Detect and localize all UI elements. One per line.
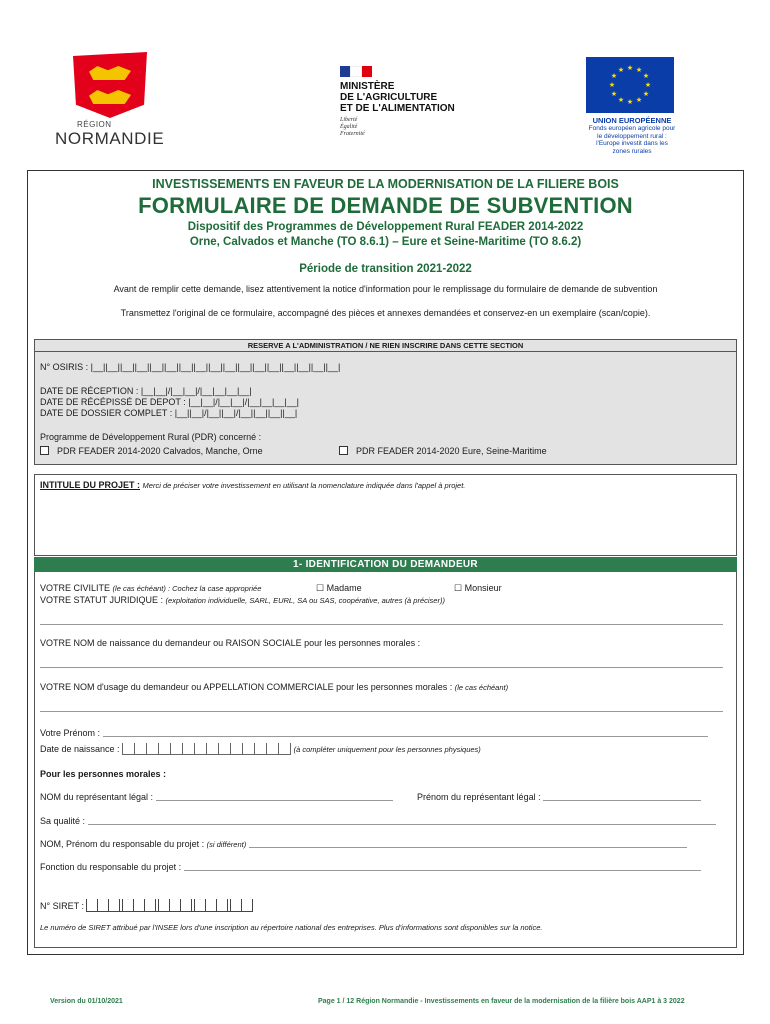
fonction-input-line[interactable]	[184, 870, 701, 871]
osiris-number: N° OSIRIS : |__||__||__||__||__||__||__||__||__||__||__||__||__||__||__||__||__|	[40, 362, 341, 372]
transition-period: Période de transition 2021-2022	[299, 263, 472, 275]
footer-page-info: Page 1 / 12 Région Normandie - Investissements en faveur de la modernisation de la filière bois AAP1 à 3 2022	[318, 998, 685, 1005]
reception-date: DATE DE RÉCEPTION : |__|__|/|__|__|/|__|__|__|__|	[40, 386, 252, 396]
naissance-row: Date de naissance : (à compléter uniquement pour les personnes physiques)	[40, 744, 481, 754]
republic-motto: Liberté Égalité Fraternité	[340, 117, 365, 137]
svg-text:★: ★	[626, 64, 634, 72]
dossier-complet-date: DATE DE DOSSIER COMPLET : |__||__|/|__||__|/|__||__||__||__|	[40, 408, 298, 418]
footer-version: Version du 01/10/2021	[50, 998, 123, 1005]
project-title-label: INTITULE DU PROJET : Merci de préciser votre investissement en utilisant la nomenclature indiquée dans l'appel à projet.	[40, 480, 466, 490]
statut-row: VOTRE STATUT JURIDIQUE : (exploitation individuelle, SARL, EURL, SA ou SAS, coopérative, autres (à préciser))	[40, 595, 445, 605]
svg-text:★: ★	[626, 98, 634, 106]
statut-input-line[interactable]	[40, 624, 723, 625]
rep-nom-input-line[interactable]	[156, 800, 393, 801]
civilite-row: VOTRE CIVILITE (le cas échéant) : Cochez la case appropriée	[40, 583, 262, 593]
siret-note: Le numéro de SIRET attribué par l'INSEE lors d'une inscription au répertoire national des entreprises. Plus d'informations sont disponibles sur la notice.	[40, 923, 543, 932]
pdr-option-1[interactable]: PDR FEADER 2014-2020 Calvados, Manche, Orne	[40, 446, 263, 456]
form-theme-title: INVESTISSEMENTS EN FAVEUR DE LA MODERNISATION DE LA FILIERE BOIS	[152, 177, 619, 191]
french-flag-icon	[340, 66, 372, 77]
rep-prenom-row: Prénom du représentant légal :	[417, 792, 701, 802]
svg-text:★: ★	[644, 81, 652, 89]
eu-text: Fonds européen agricole pour le développement rural : l'Europe investit dans les zones rurales	[588, 125, 676, 155]
svg-text:★: ★	[617, 66, 625, 74]
personnes-morales-label: Pour les personnes morales :	[40, 769, 167, 779]
siret-row: N° SIRET :	[40, 899, 253, 912]
normandie-shield-icon	[73, 52, 147, 118]
pdr-checkbox-2[interactable]	[339, 446, 348, 455]
pdr-label: Programme de Développement Rural (PDR) concerné :	[40, 432, 262, 442]
svg-text:★: ★	[642, 90, 650, 98]
nom-usage-row: VOTRE NOM d'usage du demandeur ou APPELLATION COMMERCIALE pour les personnes morales : (le cas échéant)	[40, 682, 509, 692]
resp-nom-input-line[interactable]	[249, 847, 687, 848]
section-1-header: 1- IDENTIFICATION DU DEMANDEUR	[34, 557, 737, 572]
svg-text:★: ★	[635, 96, 643, 104]
admin-section-header: RESERVE A L'ADMINISTRATION / NE RIEN INSCRIRE DANS CETTE SECTION	[35, 340, 736, 352]
logo-normandie-label: NORMANDIE	[55, 129, 165, 148]
eu-title: UNION EUROPÉENNE	[592, 116, 672, 125]
nom-naissance-input-line[interactable]	[40, 667, 723, 668]
rep-prenom-input-line[interactable]	[543, 800, 701, 801]
instruction-note-1: Avant de remplir cette demande, lisez attentivement la notice d'information pour le remplissage du formulaire de demande de subvention	[113, 284, 658, 294]
nom-usage-input-line[interactable]	[40, 711, 723, 712]
birthdate-boxes[interactable]	[122, 743, 291, 755]
qualite-row: Sa qualité :	[40, 816, 716, 826]
ministere-name: MINISTÈRE DE L'AGRICULTURE ET DE L'ALIMENTATION	[340, 81, 455, 114]
siret-boxes[interactable]	[86, 899, 253, 912]
svg-text:★: ★	[610, 90, 618, 98]
qualite-input-line[interactable]	[88, 824, 716, 825]
rep-nom-row: NOM du représentant légal :	[40, 792, 393, 802]
admin-reserved-section	[34, 339, 737, 465]
project-title-box[interactable]	[34, 474, 737, 556]
region-normandie-logo	[55, 52, 165, 148]
eu-flag-icon	[586, 57, 674, 113]
svg-text:★: ★	[617, 96, 625, 104]
form-subtitle-1: Dispositif des Programmes de Développement Rural FEADER 2014-2022	[187, 221, 584, 233]
logo-region-label: RÉGION	[77, 120, 112, 129]
resp-nom-row: NOM, Prénom du responsable du projet : (si différent)	[40, 839, 687, 849]
form-subtitle-2: Orne, Calvados et Manche (TO 8.6.1) – Eure et Seine-Maritime (TO 8.6.2)	[189, 236, 582, 248]
form-heading: FORMULAIRE DE DEMANDE DE SUBVENTION	[138, 193, 633, 218]
svg-text:★: ★	[635, 66, 643, 74]
nom-naissance-label: VOTRE NOM de naissance du demandeur ou RAISON SOCIALE pour les personnes morales :	[40, 638, 421, 648]
pdr-checkbox-1[interactable]	[40, 446, 49, 455]
form-frame	[27, 170, 744, 955]
madame-checkbox[interactable]: ☐ Madame	[316, 583, 362, 593]
eu-logo	[586, 57, 678, 157]
instruction-note-2: Transmettez l'original de ce formulaire, accompagné des pièces et annexes demandées et conservez-en un exemplaire (scan/copie).	[120, 308, 651, 318]
svg-text:★: ★	[608, 81, 616, 89]
section-1-body	[34, 572, 737, 948]
svg-text:★: ★	[642, 72, 650, 80]
prenom-input-line[interactable]	[103, 736, 708, 737]
recepisse-date: DATE DE RÉCÉPISSÉ DE DEPOT : |__|__|/|__|__|/|__|__|__|__|	[40, 397, 300, 407]
ministere-logo	[340, 66, 500, 146]
monsieur-checkbox[interactable]: ☐ Monsieur	[454, 583, 502, 593]
svg-text:★: ★	[610, 72, 618, 80]
prenom-row: Votre Prénom :	[40, 728, 708, 738]
pdr-option-2[interactable]: PDR FEADER 2014-2020 Eure, Seine-Maritime	[339, 446, 547, 456]
fonction-row: Fonction du responsable du projet :	[40, 862, 701, 872]
